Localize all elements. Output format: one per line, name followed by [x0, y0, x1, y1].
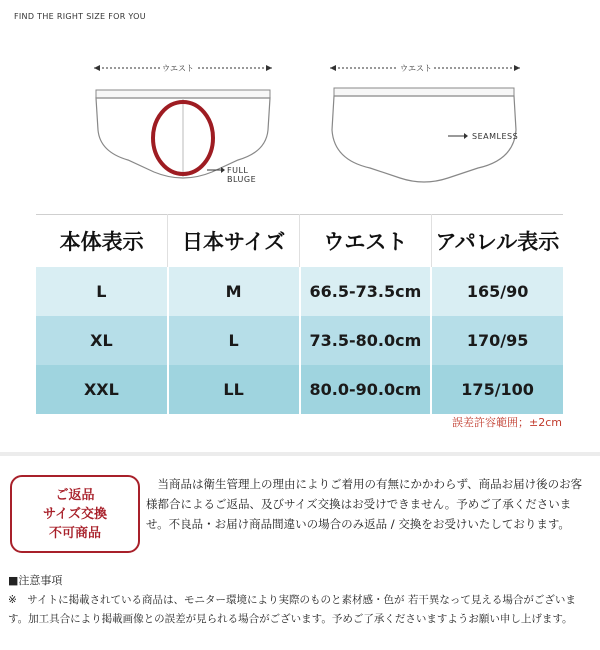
caution-text: ※ サイトに掲載されている商品は、モニター環境により実際のものと素材感・色が 若干異なって見える場合がございます。加工具合により掲載画像との誤差が見られる場合がございます。予めご了承くださいますようお願い申し上げます。 [8, 594, 576, 625]
no-return-badge [10, 475, 140, 553]
badge-line: 不可商品 [48, 525, 101, 541]
tolerance-note: 誤差許容範囲；±2cm [452, 416, 562, 429]
table-row [36, 267, 563, 316]
page-header-title: FIND THE RIGHT SIZE FOR YOU [14, 12, 146, 21]
column-header: 本体表示 [36, 215, 168, 268]
table-cell: M [168, 267, 300, 316]
table-cell: 175/100 [431, 365, 563, 414]
table-row [36, 316, 563, 365]
table-cell: L [168, 316, 300, 365]
table-cell: 73.5-80.0cm [300, 316, 432, 365]
arrow-icon [205, 164, 225, 176]
brief-back-illustration [320, 60, 550, 200]
section-divider [0, 452, 600, 456]
table-cell: XL [36, 316, 168, 365]
caution-title: ■注意事項 [8, 574, 63, 587]
badge-line: サイズ交換 [43, 506, 107, 522]
arrow-icon [446, 130, 468, 142]
size-table [36, 214, 563, 414]
column-header: 日本サイズ [168, 215, 300, 268]
table-row [36, 365, 563, 414]
table-cell: LL [168, 365, 300, 414]
table-cell: 66.5-73.5cm [300, 267, 432, 316]
return-policy-notice: 当商品は衛生管理上の理由によりご着用の有無にかかわらず、商品お届け後のお客様都合によるご返品、及びサイズ交換はお受けできません。予めご了承くださいませ。不良品・お届け商品間違いの場合のみ返品 / 交換をお受けいたしております。 [146, 477, 583, 531]
table-cell: XXL [36, 365, 168, 414]
table-cell: 80.0-90.0cm [300, 365, 432, 414]
seamless-callout: SEAMLESS [472, 132, 519, 141]
table-cell: 170/95 [431, 316, 563, 365]
table-cell: L [36, 267, 168, 316]
full-bulge-callout: FULL BLUGE [227, 166, 257, 184]
brief-front-diagram [88, 60, 278, 200]
column-header: ウエスト [300, 215, 432, 268]
table-cell: 165/90 [431, 267, 563, 316]
waist-label: ウエスト [162, 64, 194, 73]
brief-back-diagram [320, 60, 550, 200]
waist-label: ウエスト [400, 64, 432, 73]
badge-line: ご返品 [55, 487, 95, 503]
table-header-row [36, 215, 563, 268]
column-header: アパレル表示 [431, 215, 563, 268]
